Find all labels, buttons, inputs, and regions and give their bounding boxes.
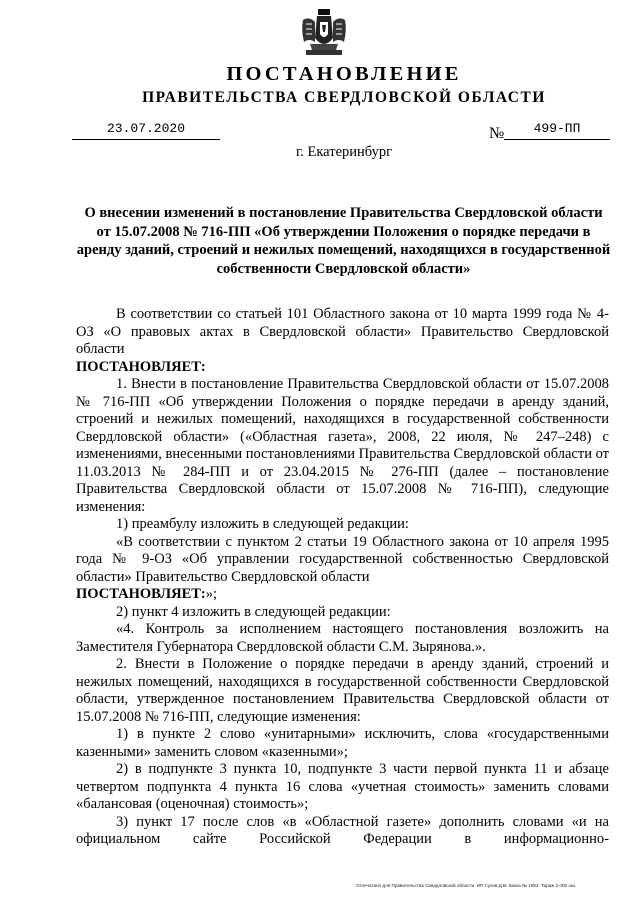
print-footer: Отпечатано для Правительства Свердловской области. ИП Сухов Д.В. Заказ № 1983. Тираж 2 000 экз. — [356, 883, 577, 888]
document-number: 499-ПП — [533, 121, 581, 136]
document-date: 23.07.2020 — [106, 121, 185, 136]
coat-of-arms-icon — [300, 8, 348, 60]
paragraph-9: 2. Внести в Положение о порядке передачи в аренду зданий, строений и нежилых помещений, находящихся в государственной собственности Свердловской области, утвержденное постановлением Правительства Свердловской области от 15.07.2008 № 716-ПП, следующие изменения: — [76, 656, 609, 725]
paragraph-1: В соответствии со статьей 101 Областного закона от 10 марта 1999 года № 4-ОЗ «О правовых актах в Свердловской области» Правительство Свердловской области — [76, 306, 609, 357]
paragraph-4: 1) преамбулу изложить в следующей редакции: — [116, 516, 409, 532]
paragraph-11: 2) в подпункте 3 пункта 10, подпункте 3 части первой пункта 11 и абзаце четвертом подпункта 4 пункта 16 слова «учетная стоимость» заменить словами «балансовая (оценочная) стоимость»; — [76, 761, 609, 812]
paragraph-5: «В соответствии с пунктом 2 статьи 19 Областного закона от 10 апреля 1995 года № 9-ОЗ «Об управлении государственной собственностью Свердловской области» Правительство Свердловской области — [76, 533, 609, 585]
quote-close: »; — [205, 586, 218, 602]
paragraph-6 — [76, 586, 609, 604]
issuer-name: ПРАВИТЕЛЬСТВА СВЕРДЛОВСКОЙ ОБЛАСТИ — [142, 89, 546, 106]
date-underline — [72, 139, 220, 140]
decree-word: ПОСТАНОВЛЯЕТ: — [76, 358, 206, 375]
number-underline — [504, 139, 610, 140]
document-body — [76, 306, 609, 849]
paragraph-8: «4. Контроль за исполнением настоящего постановления возложить на Заместителя Губернатора Свердловской области С.М. Зырянова.». — [76, 621, 609, 655]
paragraph-7: 2) пункт 4 изложить в следующей редакции: — [116, 603, 391, 620]
decree-word-quoted: ПОСТАНОВЛЯЕТ: — [76, 586, 206, 602]
document-title: ПОСТАНОВЛЕНИЕ — [226, 63, 462, 85]
paragraph-3: 1. Внести в постановление Правительства Свердловской области от 15.07.2008 № 716-ПП «Об утверждении Положения о порядке передачи в аренду зданий, строений и нежилых помещений, находящихся в государственной собственности Свердловской области» («Областная газета», 2008, 22 июля, № 247–248) с изменениями, внесенными постановлениями Правительства Свердловской области от 11.03.2013 № 284-ПП и от 23.04.2015 № 276-ПП (далее – постановление Правительства Свердловской области от 15.07.2008 № 716-ПП), следующие изменения: — [76, 376, 609, 515]
document-heading: О внесении изменений в постановление Правительства Свердловской области от 15.07.2008 № 716-ПП «Об утверждении Положения о порядке передачи в аренду зданий, строений и нежилых помещений, находящихся в государственной собственности Свердловской области» — [76, 205, 611, 277]
city: г. Екатеринбург — [295, 144, 393, 160]
number-sign: № — [489, 125, 505, 142]
paragraph-10: 1) в пункте 2 слово «унитарными» исключить, слова «государственными казенными» заменить словом «казенными»; — [76, 726, 609, 760]
paragraph-12: 3) пункт 17 после слов «в «Областной газете» дополнить словами «и на официальном сайте Российской Федерации в информационно- — [76, 813, 609, 847]
